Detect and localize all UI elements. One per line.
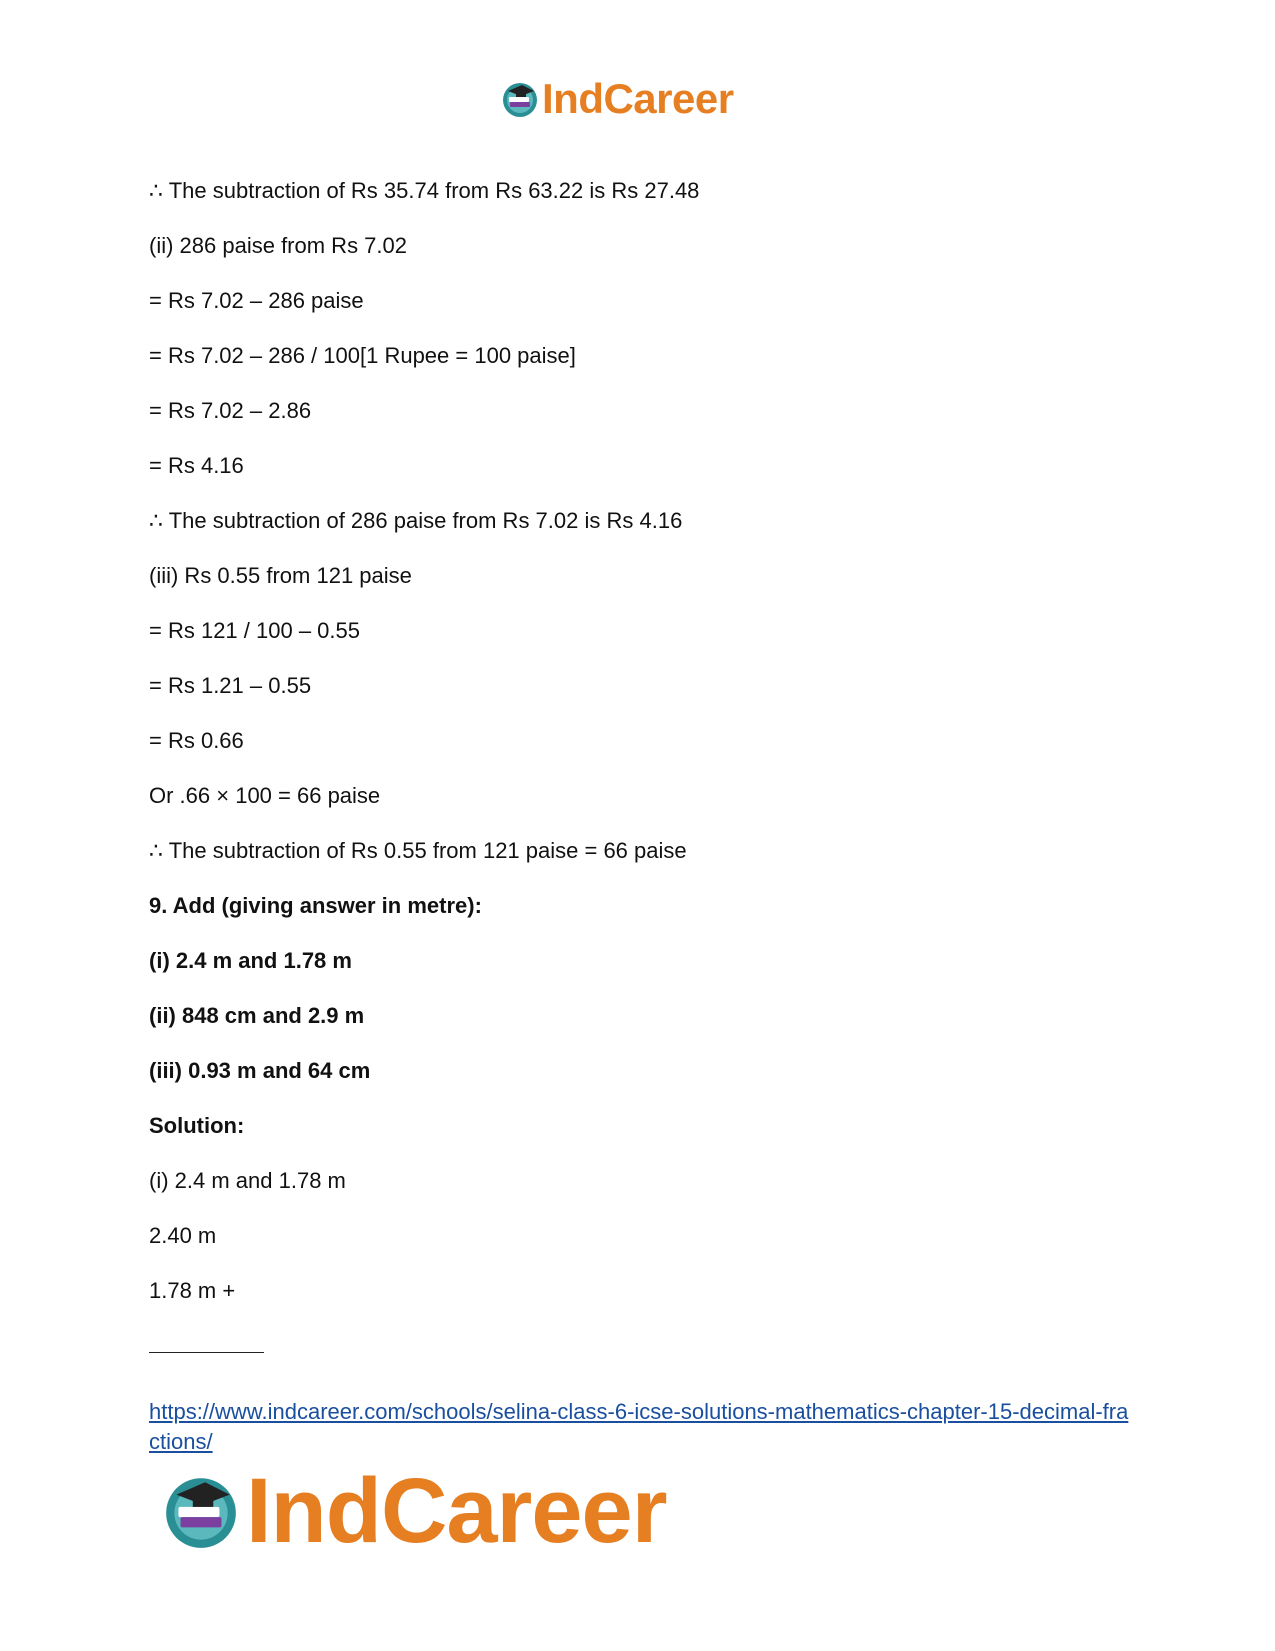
solution-line: Or .66 × 100 = 66 paise xyxy=(149,783,381,808)
footer-logo xyxy=(160,1460,667,1562)
solution-line: ∴ The subtraction of 286 paise from Rs 7.02 is Rs 4.16 xyxy=(149,508,683,533)
solution-line: = Rs 7.02 – 286 / 100[1 Rupee = 100 paise] xyxy=(149,343,576,368)
solution-line: (i) 2.4 m and 1.78 m xyxy=(149,1168,346,1193)
solution-line: = Rs 4.16 xyxy=(149,453,244,478)
solution-line: = Rs 7.02 – 2.86 xyxy=(149,398,312,423)
solution-line: = Rs 7.02 – 286 paise xyxy=(149,288,364,313)
question-line: (iii) 0.93 m and 64 cm xyxy=(149,1058,371,1083)
question-line: Solution: xyxy=(149,1113,245,1138)
solution-line: (ii) 286 paise from Rs 7.02 xyxy=(149,233,407,258)
underline-rule xyxy=(149,1352,264,1353)
logo-text: IndCareer xyxy=(542,75,734,122)
solution-line: (iii) Rs 0.55 from 121 paise xyxy=(149,563,412,588)
solution-line: 2.40 m xyxy=(149,1223,217,1248)
solution-line: = Rs 0.66 xyxy=(149,728,244,753)
solution-line: = Rs 121 / 100 – 0.55 xyxy=(149,618,360,643)
logo-text: IndCareer xyxy=(246,1460,667,1562)
globe-graduation-cap-icon xyxy=(500,79,540,119)
solution-line: 1.78 m + xyxy=(149,1278,236,1303)
document-body xyxy=(149,178,1129,1333)
globe-graduation-cap-icon xyxy=(160,1470,242,1552)
source-link[interactable]: https://www.indcareer.com/schools/selina-class-6-icse-solutions-mathematics-chapter-15-decimal-fractions/ xyxy=(149,1399,1129,1454)
question-line: 9. Add (giving answer in metre): xyxy=(149,893,482,918)
solution-line: ∴ The subtraction of Rs 35.74 from Rs 63.22 is Rs 27.48 xyxy=(149,178,700,203)
solution-line: = Rs 1.21 – 0.55 xyxy=(149,673,312,698)
header-logo xyxy=(500,75,734,122)
question-line: (i) 2.4 m and 1.78 m xyxy=(149,948,352,973)
question-line: (ii) 848 cm and 2.9 m xyxy=(149,1003,365,1028)
solution-line: ∴ The subtraction of Rs 0.55 from 121 paise = 66 paise xyxy=(149,838,687,863)
